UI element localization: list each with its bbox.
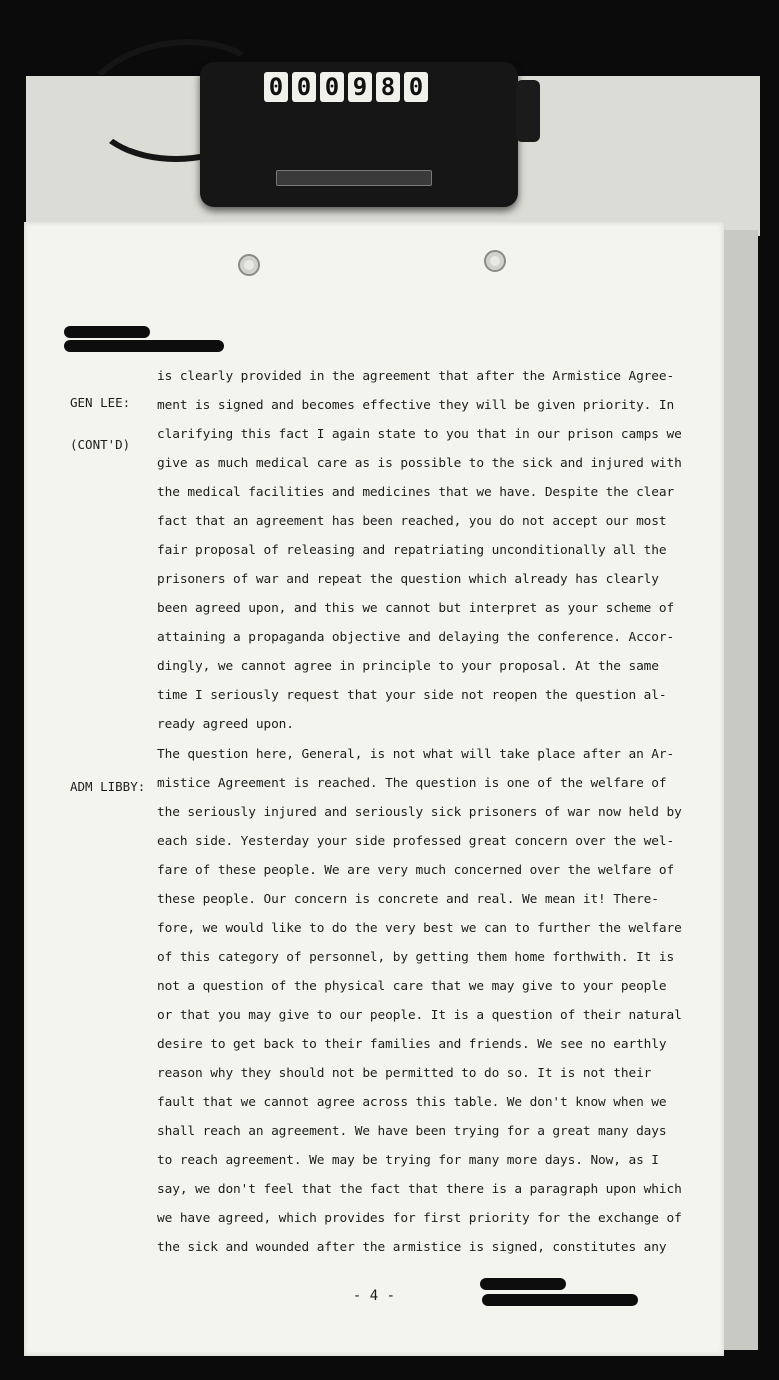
frame-counter-device (200, 62, 518, 207)
text-line: or that you may give to our people. It is a question of their natural (157, 1008, 682, 1023)
frame-counter-digits (264, 72, 428, 102)
counter-plate (276, 170, 432, 186)
text-line: fare of these people. We are very much concerned over the welfare of (157, 863, 675, 878)
text-line: we have agreed, which provides for first priority for the exchange of (157, 1211, 682, 1226)
text-line: The question here, General, is not what will take place after an Ar- (157, 747, 675, 762)
punch-hole (238, 254, 260, 276)
text-line: give as much medical care as is possible to the sick and injured with (157, 456, 682, 471)
text-line: prisoners of war and repeat the question which already has clearly (157, 572, 659, 587)
text-line: not a question of the physical care that we may give to your people (157, 979, 667, 994)
text-line: ment is signed and becomes effective they will be given priority. In (157, 398, 675, 413)
punch-hole (484, 250, 506, 272)
speaker-label-gen-lee (70, 368, 166, 480)
text-line: the seriously injured and seriously sick prisoners of war now held by (157, 805, 682, 820)
text-line: mistice Agreement is reached. The question is one of the welfare of (157, 776, 667, 791)
text-line: to reach agreement. We may be trying for many more days. Now, as I (157, 1153, 659, 1168)
document-page (24, 222, 724, 1356)
text-line: the medical facilities and medicines that we have. Despite the clear (157, 485, 675, 500)
text-line: desire to get back to their families and friends. We see no earthly (157, 1037, 667, 1052)
text-line: reason why they should not be permitted to do so. It is not their (157, 1066, 652, 1081)
text-line: these people. Our concern is concrete and real. We mean it! There- (157, 892, 659, 907)
text-line: shall reach an agreement. We have been trying for a great many days (157, 1124, 667, 1139)
speaker-name: ADM LIBBY: (70, 779, 146, 794)
speaker-name: GEN LEE: (70, 395, 131, 410)
text-line: of this category of personnel, by getting them home forthwith. It is (157, 950, 675, 965)
text-line: time I seriously request that your side not reopen the question al- (157, 688, 667, 703)
text-line: been agreed upon, and this we cannot but interpret as your scheme of (157, 601, 675, 616)
paper-edge (724, 230, 758, 1350)
counter-digit: 0 (264, 72, 288, 102)
text-line: fore, we would like to do the very best we can to further the welfare (157, 921, 682, 936)
text-line: clarifying this fact I again state to you that in our prison camps we (157, 427, 682, 442)
paragraph-adm-libby (157, 740, 687, 1262)
counter-digit: 8 (376, 72, 400, 102)
text-line: is clearly provided in the agreement that after the Armistice Agree- (157, 369, 675, 384)
page-number: - 4 - (352, 1288, 396, 1304)
text-line: fault that we cannot agree across this table. We don't know when we (157, 1095, 667, 1110)
text-line: fair proposal of releasing and repatriating unconditionally all the (157, 543, 667, 558)
text-line: attaining a propaganda objective and delaying the conference. Accor- (157, 630, 675, 645)
speaker-subtitle: (CONT'D) (70, 437, 131, 452)
text-line: each side. Yesterday your side professed great concern over the wel- (157, 834, 675, 849)
text-line: fact that an agreement has been reached, you do not accept our most (157, 514, 667, 529)
redaction-bar (64, 340, 224, 352)
text-line: ready agreed upon. (157, 717, 294, 732)
redaction-bar (64, 326, 150, 338)
counter-digit: 0 (404, 72, 428, 102)
text-line: dingly, we cannot agree in principle to your proposal. At the same (157, 659, 659, 674)
counter-digit: 9 (348, 72, 372, 102)
speaker-label-adm-libby (70, 752, 166, 822)
text-line: the sick and wounded after the armistice is signed, constitutes any (157, 1240, 667, 1255)
text-line: say, we don't feel that the fact that there is a paragraph upon which (157, 1182, 682, 1197)
counter-digit: 0 (292, 72, 316, 102)
paragraph-gen-lee (157, 362, 687, 739)
counter-knob (516, 80, 540, 142)
counter-digit: 0 (320, 72, 344, 102)
